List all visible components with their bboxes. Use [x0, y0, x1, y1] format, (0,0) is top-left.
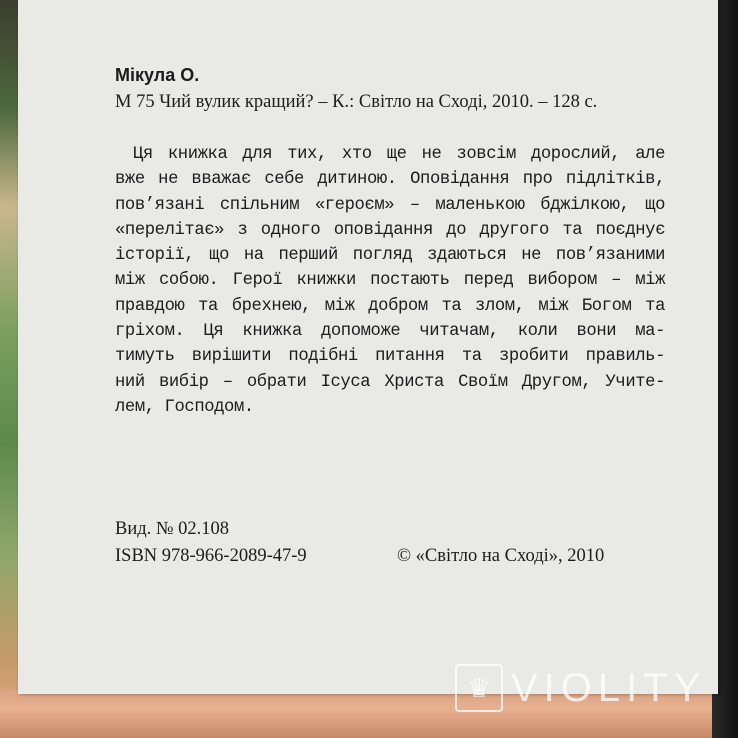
annotation-paragraph — [115, 142, 665, 420]
watermark-text: VIOLITY — [511, 665, 707, 710]
watermark — [455, 664, 706, 712]
annotation-line: пов’язані спільним «героєм» – маленькою бджілкою, що — [115, 195, 665, 215]
annotation-line: вже не вважає себе дитиною. Оповідання про підлітків, — [115, 170, 665, 190]
bibliographic-line: М 75 Чий вулик кращий? – К.: Світло на Сході, 2010. – 128 с. — [115, 92, 598, 112]
annotation-line: гріхом. Ця книжка допоможе читачам, коли вони ма- — [115, 322, 665, 342]
annotation-line: ний вибір – обрати Ісуса Христа Своїм Другом, Учите- — [115, 372, 665, 392]
annotation-line: Ця книжка для тих, хто ще не зовсім дорослий, але — [133, 145, 665, 164]
annotation-line: «перелітає» з одного оповідання до другого та поєднує — [115, 220, 665, 240]
author-name: Мікула О. — [115, 65, 200, 85]
annotation-line: лем, Господом. — [115, 397, 254, 417]
annotation-line: історії, що на перший погляд здаються не пов’язаними — [115, 246, 665, 266]
edition-number: Вид. № 02.108 — [115, 519, 230, 539]
crown-icon: ♛ — [455, 664, 503, 712]
annotation-line: між собою. Герої книжки постають перед вибором – між — [115, 271, 665, 291]
annotation-line: тимуть вирішити подібні питання та зробити правиль- — [115, 347, 665, 367]
copyright-notice: © «Світло на Сході», 2010 — [397, 546, 605, 566]
isbn: ISBN 978-966-2089-47-9 — [115, 546, 307, 566]
annotation-line: правдою та брехнею, між добром та злом, між Богом та — [115, 296, 665, 316]
